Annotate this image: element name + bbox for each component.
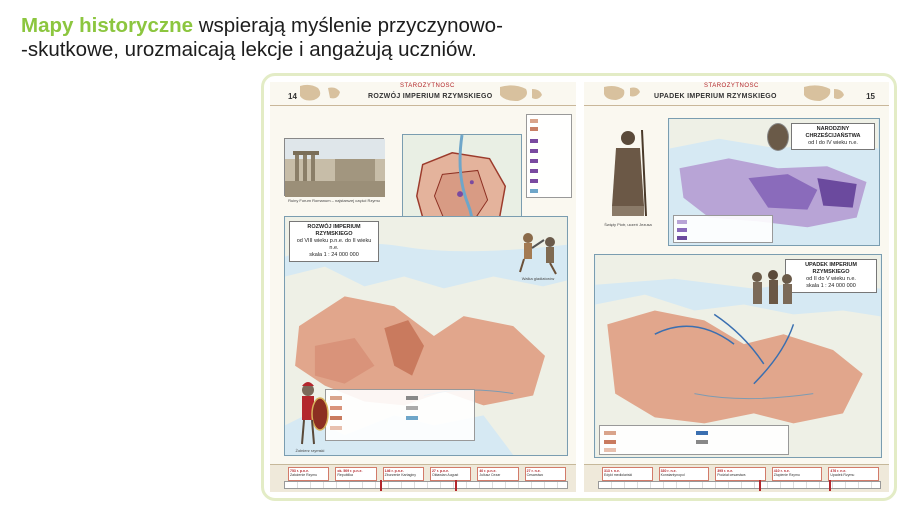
timeline-event: 330 r. n.e. Konstantynopol: [659, 467, 710, 481]
saint-portrait: [767, 123, 789, 151]
timeline-event: 395 r. n.e. Podział cesarstwa: [715, 467, 766, 481]
legend-swatch: [677, 236, 687, 240]
timeline-events: [288, 467, 566, 481]
timeline-left: [270, 464, 576, 492]
page-title: UPADEK IMPERIUM RZYMSKIEGO: [654, 93, 777, 100]
page-number: 15: [866, 92, 875, 101]
legend-swatch: [530, 189, 538, 193]
saint-peter-statue: [602, 126, 654, 218]
section-tag: STAROŻYTNOŚĆ: [400, 83, 455, 89]
timeline-event: ok. 509 r. p.n.e. Republika: [335, 467, 376, 481]
legend-swatch: [604, 448, 616, 452]
timeline-event: 40 r. p.n.e. Juliusz Cezar: [477, 467, 518, 481]
forum-romanum-photo: [284, 138, 384, 196]
legend-swatch: [530, 179, 538, 183]
map-title: ROZWÓJ IMPERIUM RZYMSKIEGO: [307, 224, 361, 237]
legend-swatch: [330, 396, 342, 400]
headline: [21, 14, 621, 62]
christianity-inset-map: [668, 118, 880, 246]
atlas-page-right: [584, 82, 889, 492]
map-scale: skala 1 : 24 000 000: [806, 283, 856, 289]
section-tag: STAROŻYTNOŚĆ: [704, 83, 759, 89]
headline-accent: Mapy historyczne: [21, 14, 194, 37]
headline-line2: -skutkowe, urozmaicają lekcje i angażują uczniów.: [21, 38, 477, 61]
timeline-ruler: [284, 481, 568, 489]
map-subtitle: od VIII wieku p.n.e. do II wieku n.e.: [296, 238, 372, 251]
page-header: [270, 82, 576, 106]
timeline-ruler: [598, 481, 881, 489]
legend-swatch: [330, 406, 342, 410]
timeline-right: [584, 464, 889, 492]
timeline-event: 146 r. p.n.e. Zburzenie Kartaginy: [383, 467, 424, 481]
timeline-event: 27 r. n.e. Cesarstwo: [525, 467, 566, 481]
timeline-event: 313 r. n.e. Edykt mediolański: [602, 467, 653, 481]
page-title: ROZWÓJ IMPERIUM RZYMSKIEGO: [368, 93, 493, 100]
page-header: [584, 82, 889, 106]
timeline-marker: [455, 480, 457, 491]
timeline-event: 476 r. n.e. Upadek Rzymu: [828, 467, 879, 481]
legend-swatch: [406, 416, 418, 420]
map-scale: skala 1 : 24 000 000: [309, 252, 359, 258]
timeline-events: [602, 467, 879, 481]
headline-line1: wspierają myślenie przyczynowo-: [193, 14, 503, 37]
gladiators-illustration: [512, 230, 564, 276]
map-legend: [325, 389, 475, 441]
legionary-caption: Żołnierz rzymski: [295, 448, 325, 453]
legend-swatch: [604, 440, 616, 444]
atlas-page-left: [270, 82, 576, 492]
legend-swatch: [406, 396, 418, 400]
inset-title-box: [791, 123, 875, 150]
timeline-event: 753 r. p.n.e. Założenie Rzymu: [288, 467, 329, 481]
statue-caption: Święty Piotr, uczeń Jezusa: [604, 222, 652, 227]
photo-caption: Ruiny Forum Romanum – najstarszej części Rzymu: [288, 198, 380, 203]
inset-legend: [526, 114, 572, 198]
legend-swatch: [696, 440, 708, 444]
legionary-illustration: [290, 382, 330, 448]
legend-swatch: [530, 169, 538, 173]
legend-swatch: [530, 139, 538, 143]
legend-swatch: [677, 220, 687, 224]
inset-legend: [673, 215, 773, 243]
timeline-event: 410 r. n.e. Złupienie Rzymu: [772, 467, 823, 481]
legend-swatch: [530, 149, 538, 153]
legend-swatch: [530, 127, 538, 131]
map-title-box: [289, 221, 379, 262]
main-map-decline: [594, 254, 882, 458]
legend-swatch: [677, 228, 687, 232]
legend-swatch: [330, 426, 342, 430]
legend-swatch: [696, 431, 708, 435]
timeline-event: 27 r. p.n.e. Oktawian August: [430, 467, 471, 481]
page-number: 14: [288, 92, 297, 101]
timeline-marker: [759, 480, 761, 491]
legend-swatch: [530, 159, 538, 163]
timeline-marker: [380, 480, 382, 491]
legend-swatch: [530, 119, 538, 123]
inset-title: NARODZINY CHRZEŚCIJAŃSTWA: [805, 126, 861, 139]
ruins-illustration: [285, 139, 385, 197]
legend-swatch: [330, 416, 342, 420]
map-title: UPADEK IMPERIUM RZYMSKIEGO: [805, 262, 857, 275]
legend-swatch: [406, 406, 418, 410]
map-subtitle: od II do V wieku n.e.: [806, 276, 856, 282]
gladiator-caption: Walka gladiatorów: [521, 276, 555, 281]
legend-swatch: [604, 431, 616, 435]
map-legend: [599, 425, 789, 455]
atlas-spread: [261, 73, 897, 501]
inset-subtitle: od I do IV wieku n.e.: [808, 140, 858, 146]
timeline-marker: [829, 480, 831, 491]
